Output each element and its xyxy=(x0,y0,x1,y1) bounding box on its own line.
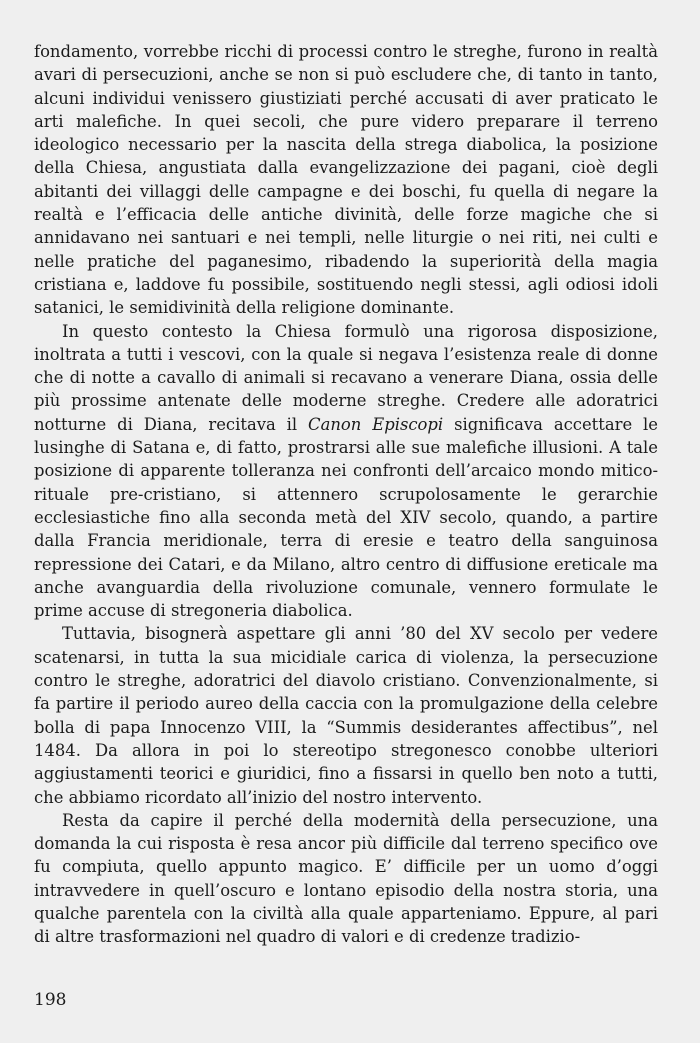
paragraph-3 xyxy=(34,622,658,808)
paragraph-2-text-a: In questo contesto la Chiesa formulò una rigorosa disposizione, inoltrata a tutti i vescovi, con la quale si negava l’esistenza reale di donne che di notte a cavallo di animali si recavano a venerare Diana, ossia delle più prossime antenate delle moderne streghe. Credere alle adoratrici notturne di Diana, recitava il xyxy=(34,321,658,434)
paragraph-3-text: Tuttavia, bisognerà aspettare gli anni ’80 del XV secolo per vedere scatenarsi, in tutta la sua micidiale carica di violenza, la persecuzione contro le streghe, adoratrici del diavolo cristiano. Convenzionalmente, si fa partire il periodo aureo della caccia con la promulgazione della celebre bolla di papa Innocenzo VIII, la “Summis desiderantes affectibus”, nel 1484. Da allora in poi lo stereotipo stregonesco conobbe ulteriori aggiustamenti teorici e giuridici, fino a fissarsi in quello ben noto a tutti, che abbiamo ricordato all’inizio del nostro intervento. xyxy=(34,624,658,807)
paragraph-4 xyxy=(34,809,658,949)
paragraph-4-text: Resta da capire il perché della modernità della persecuzione, una domanda la cui risposta è resa ancor più difficile dal terreno specifico ove fu compiuta, quello appunto magico. E’ difficile per un uomo d’oggi intravvedere in quell’oscuro e lontano episodio della nostra storia, una qualche parentela con la civiltà alla quale apparteniamo. Eppure, al pari di altre trasformazioni nel quadro di valori e di credenze tradizio- xyxy=(34,810,658,947)
page-number: 198 xyxy=(34,990,67,1010)
paragraph-2-text-b: significava accettare le lusinghe di Satana e, di fatto, prostrarsi alle sue malefiche illusioni. A tale posizione di apparente tolleranza nei confronti dell’arcaico mondo mitico-rituale pre-cristiano, si attennero scrupolosamente le gerarchie ecclesiastiche fino alla seconda metà del XIV secolo, quando, a partire dalla Francia meridionale, terra di eresie e teatro della sanguinosa repressione dei Catari, e da Milano, altro centro di diffusione ereticale ma anche avanguardia della rivoluzione comunale, vennero formulate le prime accuse di stregoneria diabolica. xyxy=(34,414,658,621)
paragraph-2 xyxy=(34,320,658,623)
canon-episcopi-title: Canon Episcopi xyxy=(308,414,444,434)
body-text xyxy=(34,40,658,949)
paragraph-1 xyxy=(34,40,658,320)
paragraph-1-text: fondamento, vorrebbe ricchi di processi contro le streghe, furono in realtà avari di persecuzioni, anche se non si può escludere che, di tanto in tanto, alcuni individui venissero giustiziati perché accusati di aver praticato le arti malefiche. In quei secoli, che pure videro preparare il terreno ideologico necessario per la nascita della strega diabolica, la posizione della Chiesa, angustiata dalla evangelizzazione dei pagani, cioè degli abitanti dei villaggi delle campagne e dei boschi, fu quella di negare la realtà e l’efficacia delle antiche divinità, delle forze magiche che si annidavano nei santuari e nei templi, nelle liturgie o nei riti, nei culti e nelle pratiche del paganesimo, ribadendo la superiorità della magia cristiana e, laddove fu possibile, sostituendo negli stessi, agli odiosi idoli satanici, le semidivinità della religione dominante. xyxy=(34,42,658,318)
